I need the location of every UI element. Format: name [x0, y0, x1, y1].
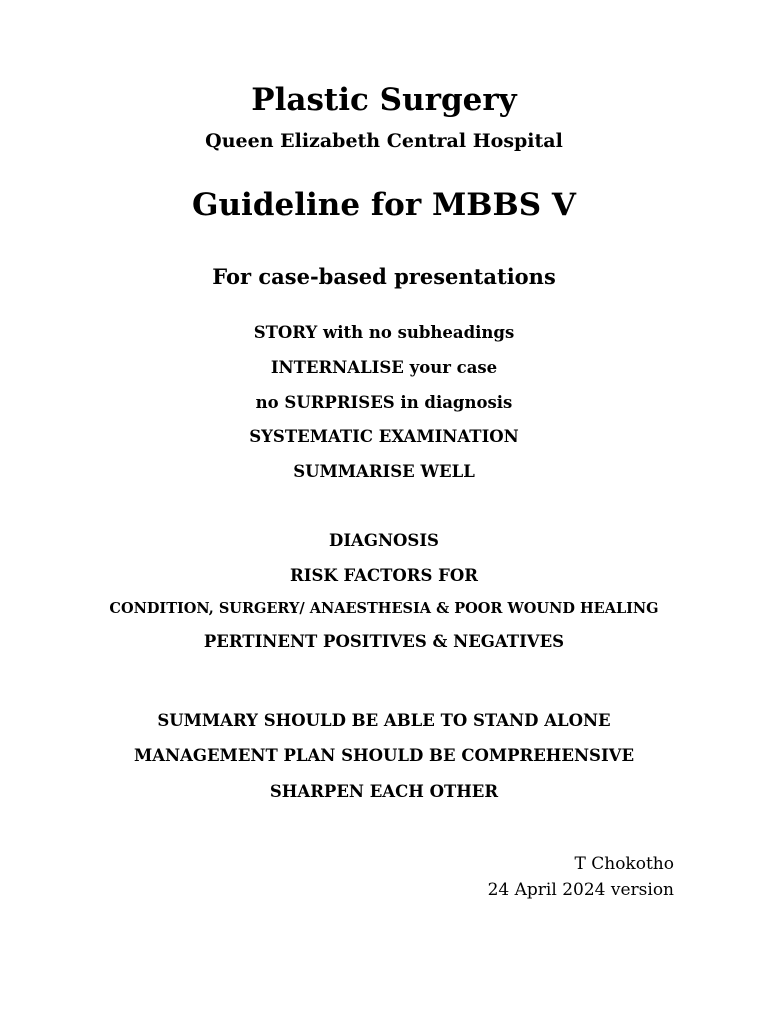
- principle-line: INTERNALISE your case: [270, 358, 498, 377]
- guideline-heading: Guideline for MBBS V: [192, 187, 576, 223]
- principle-line: STORY with no subheadings: [253, 323, 515, 342]
- author-name: T Chokotho: [574, 854, 674, 874]
- diagnosis-line: RISK FACTORS FOR: [290, 566, 478, 585]
- closing-line: SUMMARY SHOULD BE ABLE TO STAND ALONE: [157, 711, 611, 730]
- closing-line: MANAGEMENT PLAN SHOULD BE COMPREHENSIVE: [133, 746, 635, 765]
- version-date: 24 April 2024 version: [487, 880, 674, 900]
- principle-line: no SURPRISES in diagnosis: [255, 393, 513, 412]
- principle-line: SUMMARISE WELL: [293, 462, 475, 481]
- closing-line: SHARPEN EACH OTHER: [269, 782, 499, 801]
- guideline-subtitle: For case-based presentations: [212, 264, 556, 289]
- diagnosis-line: CONDITION, SURGERY/ ANAESTHESIA & POOR WOUND HEALING: [109, 600, 659, 617]
- document-title: Plastic Surgery: [251, 82, 517, 118]
- diagnosis-line: PERTINENT POSITIVES & NEGATIVES: [203, 632, 565, 651]
- principle-line: SYSTEMATIC EXAMINATION: [249, 427, 519, 446]
- diagnosis-line: DIAGNOSIS: [329, 531, 439, 550]
- hospital-name: Queen Elizabeth Central Hospital: [205, 130, 563, 152]
